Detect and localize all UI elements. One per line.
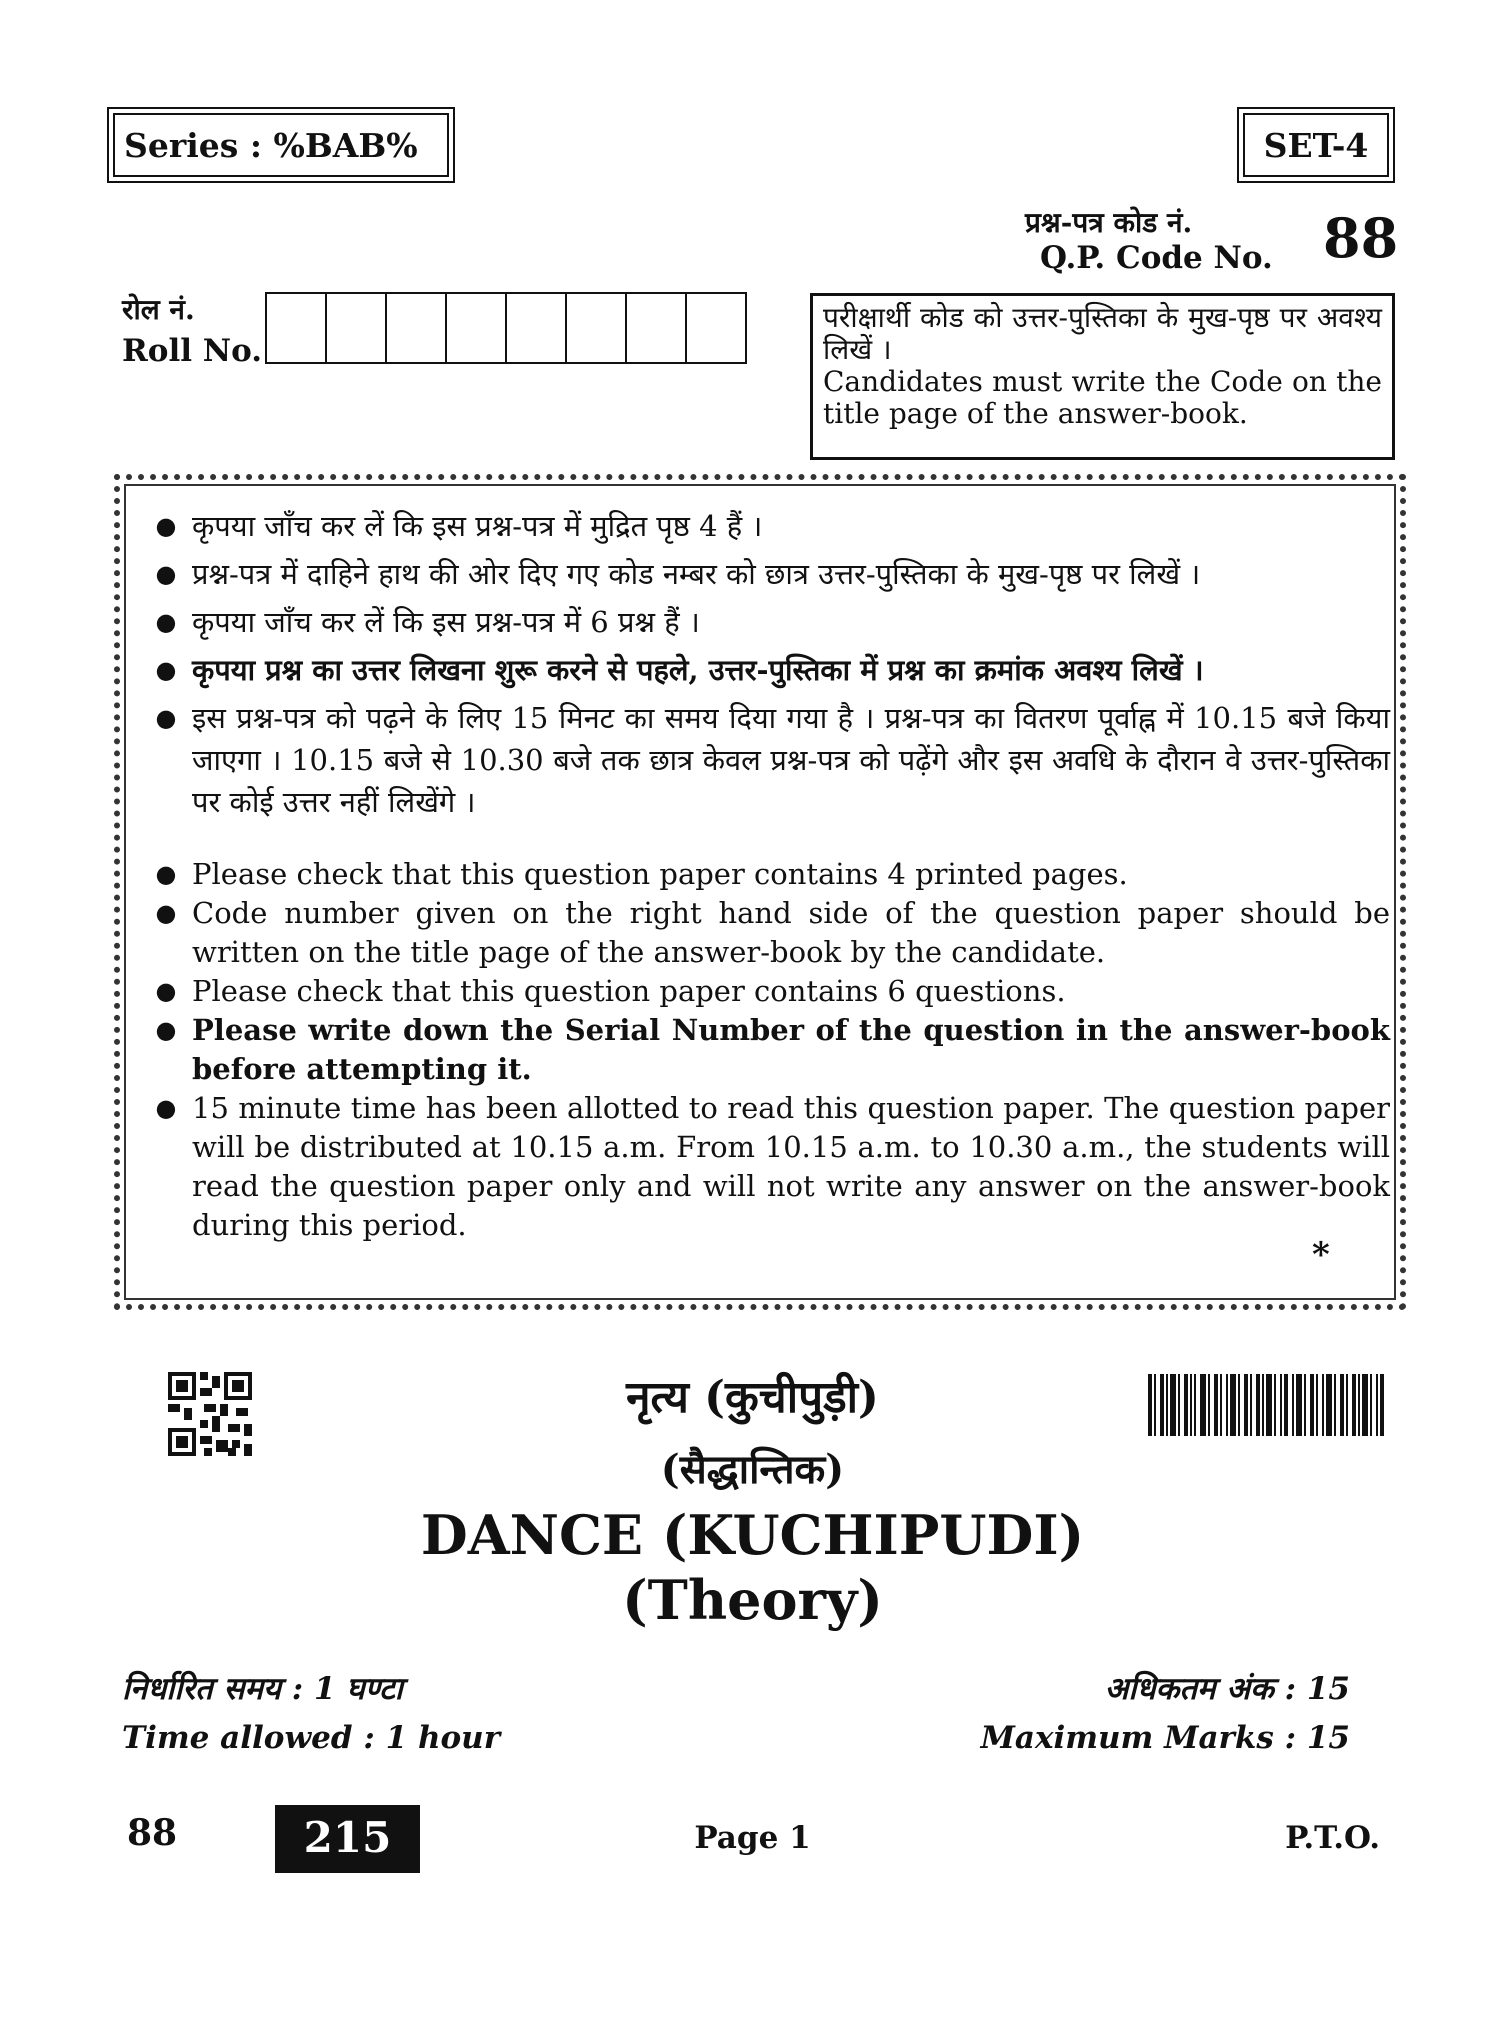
- instruction-item: ● Please check that this question paper contains 6 questions.: [140, 972, 1390, 1011]
- bullet-icon: ●: [155, 899, 177, 927]
- bullet-icon: ●: [155, 1094, 177, 1122]
- instruction-item: ● कृपया जाँच कर लें कि इस प्रश्न-पत्र में मुद्रित पृष्ठ 4 हैं ।: [140, 505, 1390, 547]
- qp-code-label: Q.P. Code No.: [1040, 240, 1273, 276]
- roll-cell[interactable]: [447, 294, 507, 362]
- page-number: Page 1: [694, 1820, 811, 1856]
- footer-box-number: 215: [275, 1805, 420, 1873]
- code-note-english: Candidates must write the Code on the title page of the answer-book.: [823, 365, 1382, 430]
- qp-code-number: 88: [1323, 206, 1399, 270]
- roll-cell[interactable]: [327, 294, 387, 362]
- bullet-icon: ●: [155, 656, 177, 684]
- bullet-icon: ●: [155, 704, 177, 732]
- bullet-icon: ●: [155, 860, 177, 888]
- code-note-hindi: परीक्षार्थी कोड को उत्तर-पुस्तिका के मुख-पृष्ठ पर अवश्य लिखें ।: [823, 301, 1382, 366]
- instruction-item: ● Please check that this question paper contains 4 printed pages.: [140, 855, 1390, 894]
- roll-cell[interactable]: [507, 294, 567, 362]
- title-english: DANCE (KUCHIPUDI): [420, 1503, 1085, 1567]
- bullet-icon: ●: [155, 512, 177, 540]
- roll-label: Roll No.: [122, 333, 263, 369]
- bullet-icon: ●: [155, 1016, 177, 1044]
- star-mark: *: [1312, 1235, 1330, 1275]
- roll-cell[interactable]: [687, 294, 747, 362]
- bullet-icon: ●: [155, 560, 177, 588]
- time-allowed: Time allowed : 1 hour: [122, 1720, 501, 1756]
- qp-code-hindi: प्रश्न-पत्र कोड नं.: [1025, 206, 1193, 239]
- max-marks-hindi: अधिकतम अंक : 15: [1104, 1671, 1350, 1707]
- roll-cell[interactable]: [387, 294, 447, 362]
- footer-code: 88: [127, 1812, 178, 1854]
- instruction-item: ● कृपया जाँच कर लें कि इस प्रश्न-पत्र में 6 प्रश्न हैं ।: [140, 601, 1390, 643]
- roll-number-boxes[interactable]: [265, 292, 747, 364]
- time-allowed-hindi: निर्धारित समय : 1 घण्टा: [122, 1671, 403, 1707]
- instruction-item: ● Code number given on the right hand side of the question paper should be written on the title page of the answer-book by the candidate.: [140, 894, 1390, 972]
- max-marks: Maximum Marks : 15: [980, 1720, 1350, 1756]
- instructions-list: [140, 505, 1390, 1245]
- instruction-item: ● प्रश्न-पत्र में दाहिने हाथ की ओर दिए गए कोड नम्बर को छात्र उत्तर-पुस्तिका के मुख-पृष्ठ पर लिखें ।: [140, 553, 1390, 595]
- set-label: SET-4: [1243, 113, 1389, 177]
- instruction-item: ● Please write down the Serial Number of the question in the answer-book before attempting it.: [140, 1011, 1390, 1089]
- roll-cell[interactable]: [267, 294, 327, 362]
- bullet-icon: ●: [155, 977, 177, 1005]
- instruction-item: ● इस प्रश्न-पत्र को पढ़ने के लिए 15 मिनट का समय दिया गया है । प्रश्न-पत्र का वितरण पूर्वाह्न में 10.15 बजे किया जाएगा । 10.15 बजे से 10.30 बजे तक छात्र केवल प्रश्न-पत्र को पढ़ेंगे और इस अवधि के दौरान वे उत्तर-पुस्तिका पर कोई उत्तर नहीं लिखेंगे ।: [140, 697, 1390, 823]
- code-note-box: [810, 293, 1395, 460]
- subtitle-hindi: (सैद्धान्तिक): [660, 1446, 845, 1493]
- subtitle-english: (Theory): [622, 1568, 883, 1632]
- roll-cell[interactable]: [567, 294, 627, 362]
- title-hindi: नृत्य (कुचीपुड़ी): [626, 1372, 879, 1423]
- series-label: Series : %BAB%: [113, 113, 449, 177]
- bullet-icon: ●: [155, 608, 177, 636]
- instruction-item: ● कृपया प्रश्न का उत्तर लिखना शुरू करने से पहले, उत्तर-पुस्तिका में प्रश्न का क्रमांक अवश्य लिखें ।: [140, 649, 1390, 691]
- instruction-item: ● 15 minute time has been allotted to read this question paper. The question paper will be distributed at 10.15 a.m. From 10.15 a.m. to 10.30 a.m., the students will read the question paper only and will not write any answer on the answer-book during this period.: [140, 1089, 1390, 1245]
- pto-label: P.T.O.: [1285, 1820, 1380, 1856]
- roll-cell[interactable]: [627, 294, 687, 362]
- roll-hindi: रोल नं.: [122, 293, 195, 326]
